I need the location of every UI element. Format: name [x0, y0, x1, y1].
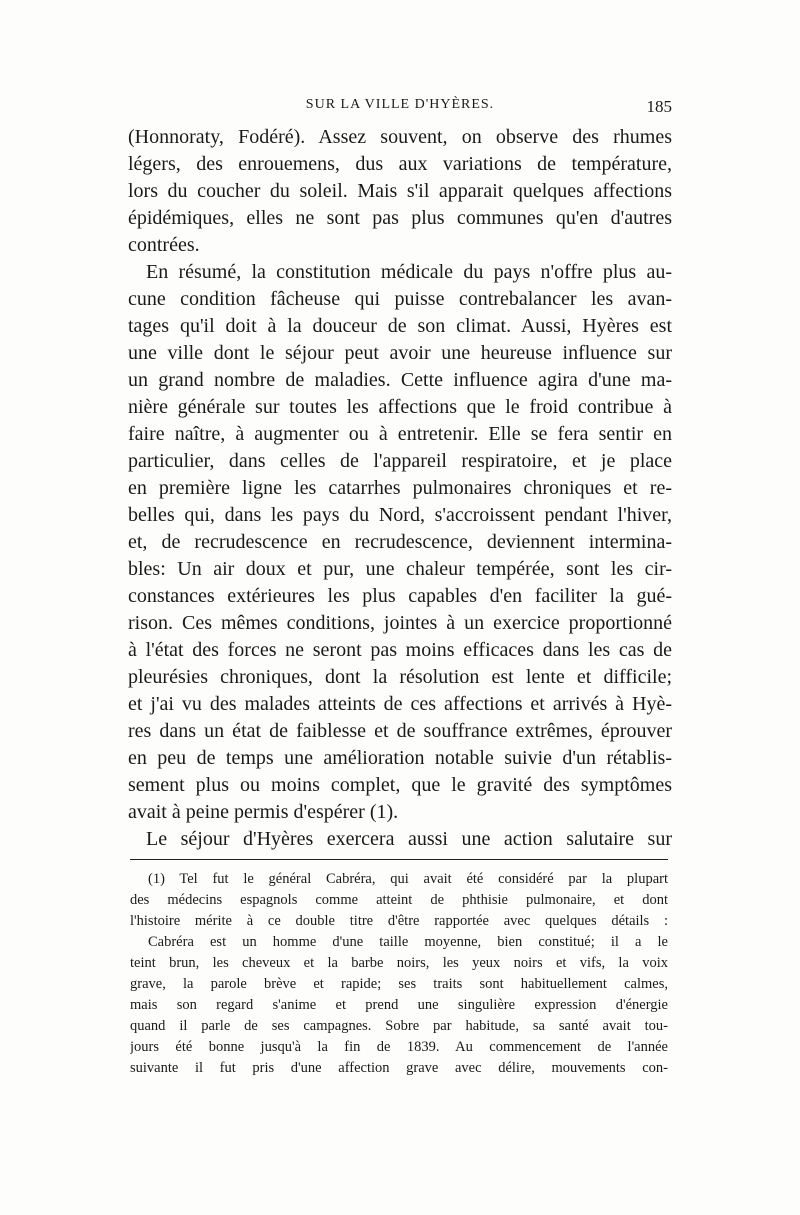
text-line: bles: Un air doux et pur, une chaleur tempérée, sont les cir- [128, 558, 672, 580]
footnote [130, 869, 668, 1079]
footnote-line: l'histoire mérite à ce double titre d'être rapportée avec quelques détails : [130, 913, 668, 929]
footnote-line: jours été bonne jusqu'à la fin de 1839. Au commencement de l'année [130, 1039, 668, 1055]
footnote-line: grave, la parole brève et rapide; ses traits sont habituellement calmes, [130, 976, 668, 992]
footnote-line: des médecins espagnols comme atteint de phthisie pulmonaire, et dont [130, 892, 668, 908]
text-line: avait à peine permis d'espérer (1). [128, 801, 399, 823]
text-line: en peu de temps une amélioration notable suivie d'un rétablis- [128, 747, 672, 769]
text-line: nière générale sur toutes les affections que le froid contribue à [128, 396, 672, 418]
text-line: un grand nombre de maladies. Cette influence agira d'une ma- [128, 369, 672, 391]
text-line: une ville dont le séjour peut avoir une heureuse influence sur [128, 342, 672, 364]
text-line: faire naître, à augmenter ou à entretenir. Elle se fera sentir en [128, 423, 672, 445]
text-line: pleurésies chroniques, dont la résolution est lente et difficile; [128, 666, 672, 688]
text-line: res dans un état de faiblesse et de souffrance extrêmes, éprouver [128, 720, 672, 742]
text-line: en première ligne les catarrhes pulmonaires chroniques et re- [128, 477, 672, 499]
text-line: cune condition fâcheuse qui puisse contrebalancer les avan- [128, 288, 672, 310]
text-line: belles qui, dans les pays du Nord, s'accroissent pendant l'hiver, [128, 504, 672, 526]
text-line: rison. Ces mêmes conditions, jointes à un exercice proportionné [128, 612, 672, 634]
text-line: constances extérieures les plus capables d'en faciliter la gué- [128, 585, 672, 607]
text-line: épidémiques, elles ne sont pas plus communes qu'en d'autres [128, 207, 672, 229]
text-line: et j'ai vu des malades atteints de ces affections et arrivés à Hyè- [128, 693, 672, 715]
footnote-line: (1) Tel fut le général Cabréra, qui avait été considéré par la plupart [148, 871, 668, 887]
text-line: tages qu'il doit à la douceur de son climat. Aussi, Hyères est [128, 315, 672, 337]
footnote-line: teint brun, les cheveux et la barbe noirs, les yeux noirs et vifs, la voix [130, 955, 668, 971]
running-title: SUR LA VILLE D'HYÈRES. [305, 97, 495, 112]
footnote-line: quand il parle de ses campagnes. Sobre par habitude, sa santé avait tou- [130, 1018, 668, 1034]
footnote-separator [130, 859, 668, 860]
footnote-line: mais son regard s'anime et prend une singulière expression d'énergie [130, 997, 668, 1013]
text-line: légers, des enrouemens, dus aux variations de température, [128, 153, 672, 175]
text-line: particulier, dans celles de l'appareil respiratoire, et je place [128, 450, 672, 472]
text-line: à l'état des forces ne seront pas moins efficaces dans les cas de [128, 639, 672, 661]
text-line: et, de recrudescence en recrudescence, deviennent intermina- [128, 531, 672, 553]
text-line: lors du coucher du soleil. Mais s'il apparait quelques affections [128, 180, 672, 202]
text-line: (Honnoraty, Fodéré). Assez souvent, on observe des rhumes [128, 126, 672, 148]
text-line: En résumé, la constitution médicale du pays n'offre plus au- [146, 261, 672, 283]
text-line: sement plus ou moins complet, que le gravité des symptômes [128, 774, 672, 796]
running-head [128, 97, 672, 119]
text-line: contrées. [128, 234, 200, 256]
page-number: 185 [646, 97, 672, 116]
footnote-line: suivante il fut pris d'une affection grave avec délire, mouvements con- [130, 1060, 668, 1076]
footnote-line: Cabréra est un homme d'une taille moyenne, bien constitué; il a le [148, 934, 668, 950]
main-text [128, 124, 672, 853]
text-line: Le séjour d'Hyères exercera aussi une action salutaire sur [146, 828, 672, 850]
